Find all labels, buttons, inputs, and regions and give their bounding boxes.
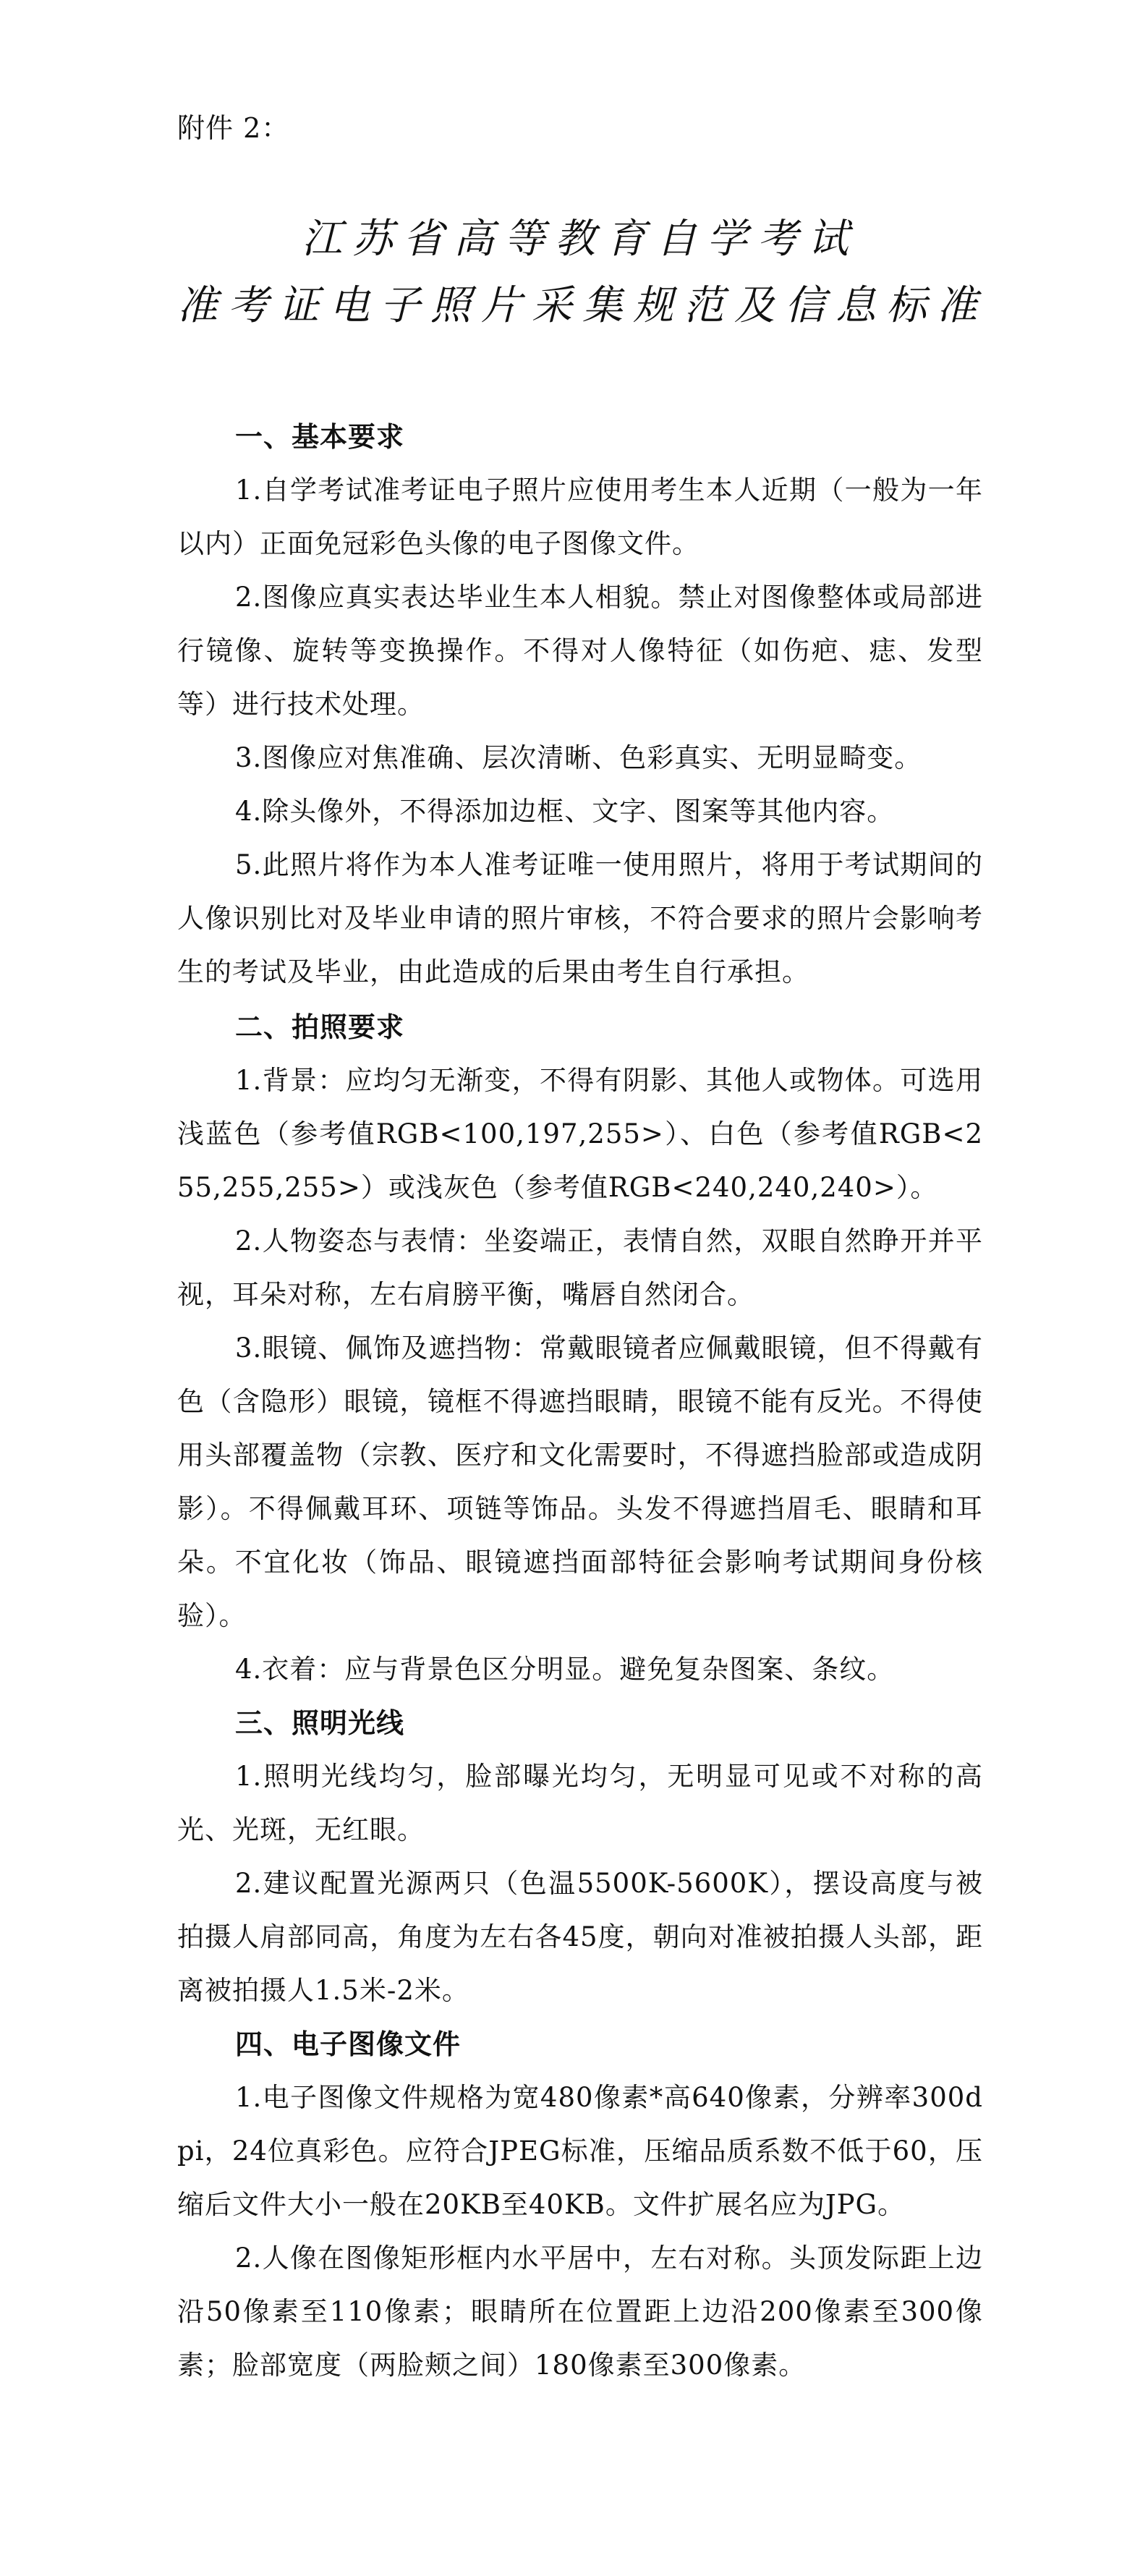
paragraph: 4.除头像外，不得添加边框、文字、图案等其他内容。 (235, 796, 895, 827)
paragraph: 3.图像应对焦准确、层次清晰、色彩真实、无明显畸变。 (235, 742, 922, 773)
title-line-2: 准考证电子照片采集规范及信息标准 (177, 282, 987, 329)
section-heading: 三、照明光线 (235, 1707, 405, 1739)
paragraph: 1.自学考试准考证电子照片应使用考生本人近期（一般为一年以内）正面免冠彩色头像的电子图像文件。 (177, 475, 983, 559)
section-image-file (177, 2018, 983, 2392)
title-line-1: 江苏省高等教育自学考试 (302, 216, 859, 263)
paragraph: 2.人物姿态与表情：坐姿端正，表情自然，双眼自然睁开并平视，耳朵对称，左右肩膀平衡，嘴唇自然闭合。 (177, 1225, 983, 1310)
paragraph: 2.图像应真实表达毕业生本人相貌。禁止对图像整体或局部进行镜像、旋转等变换操作。不得对人像特征（如伤疤、痣、发型等）进行技术处理。 (177, 582, 983, 720)
document-title (177, 206, 987, 339)
section-heading: 四、电子图像文件 (235, 2028, 462, 2060)
section-basic-requirements (177, 410, 983, 999)
paragraph: 2.建议配置光源两只（色温5500K-5600K），摆设高度与被拍摄人肩部同高，角度为左右各45度，朝向对准被拍摄人头部，距离被拍摄人1.5米-2米。 (177, 1868, 983, 2006)
paragraph: 4.衣着：应与背景色区分明显。避免复杂图案、条纹。 (235, 1654, 895, 1685)
paragraph: 1.背景：应均匀无渐变，不得有阴影、其他人或物体。可选用浅蓝色（参考值RGB<100,197,255>）、白色（参考值RGB<255,255,255>）或浅灰色（参考值RGB<240,240,240>）。 (177, 1065, 983, 1203)
attachment-label: 附件 2： (177, 112, 290, 144)
section-heading: 一、基本要求 (235, 421, 405, 453)
section-photo-requirements (177, 1000, 983, 1696)
paragraph: 5.此照片将作为本人准考证唯一使用照片，将用于考试期间的人像识别比对及毕业申请的照片审核，不符合要求的照片会影响考生的考试及毕业，由此造成的后果由考生自行承担。 (177, 849, 983, 987)
paragraph: 3.眼镜、佩饰及遮挡物：常戴眼镜者应佩戴眼镜，但不得戴有色（含隐形）眼镜，镜框不得遮挡眼睛，眼镜不能有反光。不得使用头部覆盖物（宗教、医疗和文化需要时，不得遮挡脸部或造成阴影）。不得佩戴耳环、项链等饰品。头发不得遮挡眉毛、眼睛和耳朵。不宜化妆（饰品、眼镜遮挡面部特征会影响考试期间身份核验）。 (177, 1332, 983, 1631)
paragraph: 1.电子图像文件规格为宽480像素*高640像素，分辨率300dpi，24位真彩色。应符合JPEG标准，压缩品质系数不低于60，压缩后文件大小一般在20KB至40KB。文件扩展名应为JPG。 (177, 2082, 983, 2220)
paragraph: 2.人像在图像矩形框内水平居中，左右对称。头顶发际距上边沿50像素至110像素；眼睛所在位置距上边沿200像素至300像素；脸部宽度（两脸颊之间）180像素至300像素。 (177, 2243, 983, 2381)
paragraph: 1.照明光线均匀，脸部曝光均匀，无明显可见或不对称的高光、光斑，无红眼。 (177, 1761, 983, 1845)
section-lighting (177, 1696, 983, 2018)
section-heading: 二、拍照要求 (235, 1011, 405, 1043)
